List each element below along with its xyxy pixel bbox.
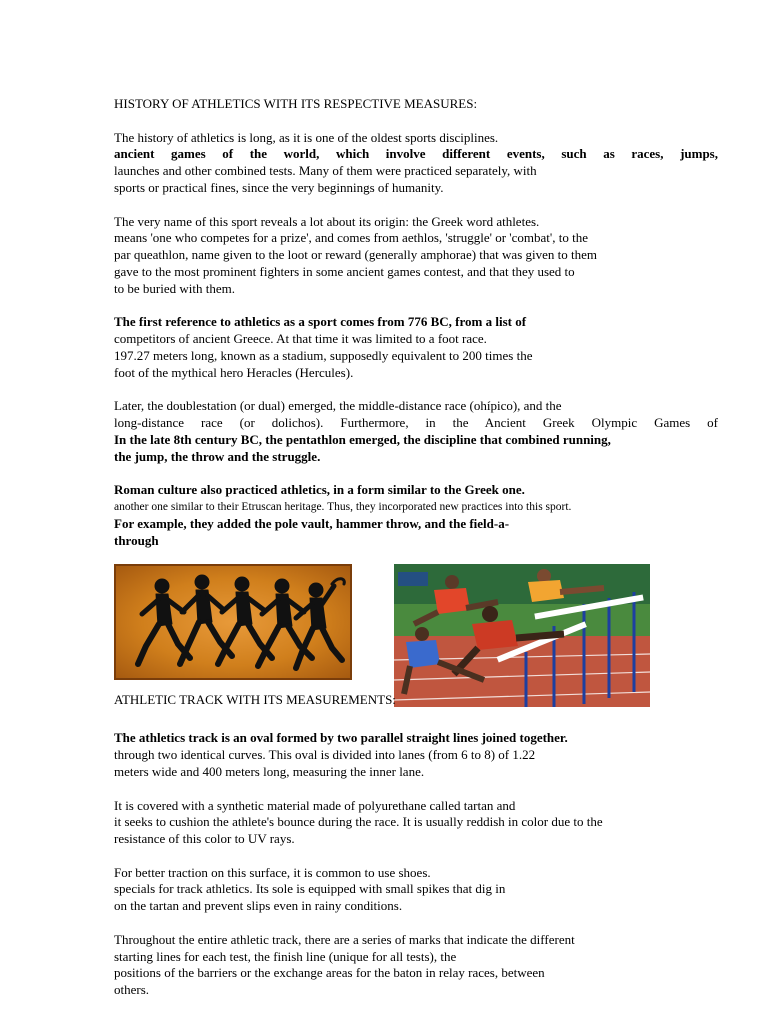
paragraph-etymology	[114, 214, 718, 298]
paragraph-tartan	[114, 798, 718, 848]
text-line: 197.27 meters long, known as a stadium, supposedly equivalent to 200 times the	[114, 347, 533, 363]
text-line: through two identical curves. This oval is divided into lanes (from 6 to 8) of 1.22	[114, 747, 536, 763]
text-line: ancient games of the world, which involve different events, such as races, jumps,	[114, 146, 718, 162]
section-heading-history: HISTORY OF ATHLETICS WITH ITS RESPECTIVE MEASURES:	[114, 96, 478, 111]
greek-runners-image	[114, 564, 352, 680]
paragraph-marks	[114, 932, 718, 999]
paragraph-shoes	[114, 865, 718, 915]
text-line: The history of athletics is long, as it is one of the oldest sports disciplines.	[114, 129, 499, 145]
text-line: For better traction on this surface, it is common to use shoes.	[114, 864, 431, 880]
section-heading-track: ATHLETIC TRACK WITH ITS MEASUREMENTS:	[114, 691, 396, 707]
text-line: Throughout the entire athletic track, there are a series of marks that indicate the different	[114, 931, 575, 947]
text-line: specials for track athletics. Its sole is equipped with small spikes that dig in	[114, 881, 506, 897]
text-line: sports or practical fines, since the very beginnings of humanity.	[114, 179, 444, 195]
text-line: gave to the most prominent fighters in some ancient games contest, and that they used to	[114, 263, 575, 279]
paragraph-track-oval	[114, 730, 718, 780]
text-line: competitors of ancient Greece. At that time it was limited to a foot race.	[114, 331, 487, 347]
text-line: to be buried with them.	[114, 280, 235, 296]
text-line: The very name of this sport reveals a lot about its origin: the Greek word athletes.	[114, 213, 540, 229]
text-line: Later, the doublestation (or dual) emerged, the middle-distance race (ohípico), and the	[114, 398, 562, 414]
text-line: through	[114, 532, 159, 548]
text-line: the jump, the throw and the struggle.	[114, 448, 321, 464]
text-line: starting lines for each test, the finish line (unique for all tests), the	[114, 948, 457, 964]
paragraph-history-intro	[114, 130, 718, 197]
text-line: launches and other combined tests. Many of them were practiced separately, with	[114, 163, 537, 179]
paragraph-races	[114, 398, 718, 465]
document-page	[114, 96, 718, 999]
text-line: others.	[114, 982, 150, 998]
text-line: means 'one who competes for a prize', and comes from aethlos, 'struggle' or 'combat', to the	[114, 230, 588, 246]
text-line: resistance of this color to UV rays.	[114, 831, 295, 847]
text-line: foot of the mythical hero Heracles (Hercules).	[114, 364, 354, 380]
paragraph-roman	[114, 482, 718, 549]
text-line: For example, they added the pole vault, hammer throw, and the field-a-	[114, 515, 510, 531]
text-line: meters wide and 400 meters long, measuring the inner lane.	[114, 763, 425, 779]
text-line: In the late 8th century BC, the pentathlon emerged, the discipline that combined running,	[114, 431, 611, 447]
text-line: It is covered with a synthetic material made of polyurethane called tartan and	[114, 797, 516, 813]
text-line: another one similar to their Etruscan heritage. Thus, they incorporated new practices into this sport.	[114, 501, 572, 514]
paragraph-first-reference	[114, 314, 718, 381]
hurdles-race-image	[394, 564, 650, 707]
text-line: on the tartan and prevent slips even in rainy conditions.	[114, 898, 403, 914]
text-line: positions of the barriers or the exchange areas for the baton in relay races, between	[114, 965, 545, 981]
text-line: Roman culture also practiced athletics, in a form similar to the Greek one.	[114, 482, 525, 498]
image-row	[114, 564, 718, 714]
text-line: The athletics track is an oval formed by two parallel straight lines joined together.	[114, 730, 568, 746]
text-line: long-distance race (or dolichos). Furthermore, in the Ancient Greek Olympic Games of	[114, 415, 718, 431]
text-line: it seeks to cushion the athlete's bounce during the race. It is usually reddish in color due to the	[114, 814, 603, 830]
text-line: par queathlon, name given to the loot or reward (generally amphorae) that was given to them	[114, 247, 597, 263]
text-line: The first reference to athletics as a sport comes from 776 BC, from a list of	[114, 314, 527, 330]
